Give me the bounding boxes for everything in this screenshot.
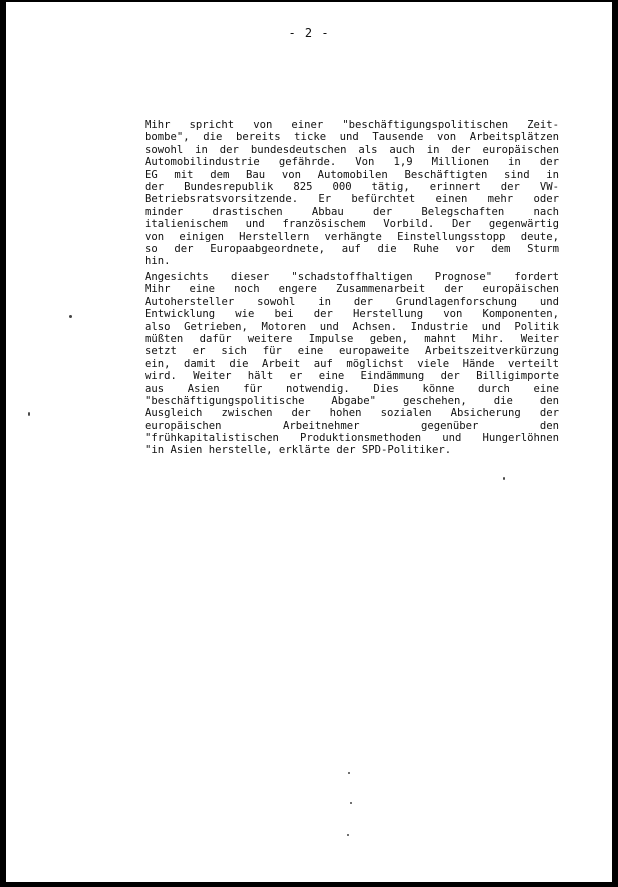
text-line: "in Asien herstelle, erklärte der SPD-Politiker.: [145, 444, 452, 457]
text-line: bombe", die bereits ticke und Tausende von Arbeitsplätzen: [145, 131, 559, 144]
text-line: wird. Weiter hält er eine Eindämmung der Billigimporte: [145, 370, 559, 383]
text-line: Entwicklung wie bei der Herstellung von Komponenten,: [145, 308, 559, 321]
text-line: Ausgleich zwischen der hohen sozialen Absicherung der: [145, 407, 559, 420]
text-line: müßten dafür weitere Impulse geben, mahnt Mihr. Weiter: [145, 332, 559, 345]
text-line: also Getrieben, Motoren und Achsen. Industrie und Politik: [145, 320, 559, 333]
text-line: so der Europaabgeordnete, auf die Ruhe vor dem Sturm: [145, 242, 559, 255]
document-page: [6, 2, 612, 882]
scan-speck: [69, 315, 72, 318]
text-line: europäischen Arbeitnehmer gegenüber den: [145, 419, 559, 432]
text-line: sowohl in der bundesdeutschen als auch in der europäischen: [145, 143, 559, 156]
text-line: hin.: [145, 255, 171, 268]
text-line: Angesichts dieser "schadstoffhaltigen Prognose" fordert: [145, 271, 559, 283]
text-line: Automobilindustrie gefährde. Von 1,9 Millionen in der: [145, 156, 559, 169]
paragraph-1: [145, 119, 559, 268]
text-line: EG mit dem Bau von Automobilen Beschäftigten sind in: [145, 168, 559, 181]
text-line: minder drastischen Abbau der Belegschaften nach: [145, 205, 559, 218]
text-line: von einigen Herstellern verhängte Einstellungsstopp deute,: [145, 230, 559, 243]
scan-border: [612, 0, 618, 887]
scan-speck: [503, 477, 505, 480]
text-line: Mihr spricht von einer "beschäftigungspolitischen Zeit-: [145, 119, 559, 131]
text-line: "frühkapitalistischen Produktionsmethoden und Hungerlöhnen: [145, 432, 559, 445]
text-line: Autohersteller sowohl in der Grundlagenforschung und: [145, 295, 559, 308]
text-line: "beschäftigungspolitische Abgabe" geschehen, die den: [145, 394, 559, 407]
page-number: - 2 -: [288, 26, 330, 40]
text-line: aus Asien für notwendig. Dies könne durch eine: [145, 382, 559, 395]
text-line: der Bundesrepublik 825 000 tätig, erinnert der VW-: [145, 180, 559, 193]
text-line: Mihr eine noch engere Zusammenarbeit der europäischen: [145, 283, 559, 296]
text-line: ein, damit die Arbeit auf möglichst viele Hände verteilt: [145, 357, 559, 370]
text-line: Betriebsratsvorsitzende. Er befürchtet einen mehr oder: [145, 193, 559, 206]
text-line: italienischem und französischem Vorbild. Der gegenwärtig: [145, 218, 559, 231]
text-line: setzt er sich für eine europaweite Arbeitszeitverkürzung: [145, 345, 559, 358]
scan-speck: [28, 412, 30, 416]
scan-speck: [350, 802, 352, 804]
paragraph-2: [145, 271, 559, 457]
scan-speck: [348, 772, 350, 774]
scan-speck: [347, 834, 349, 836]
